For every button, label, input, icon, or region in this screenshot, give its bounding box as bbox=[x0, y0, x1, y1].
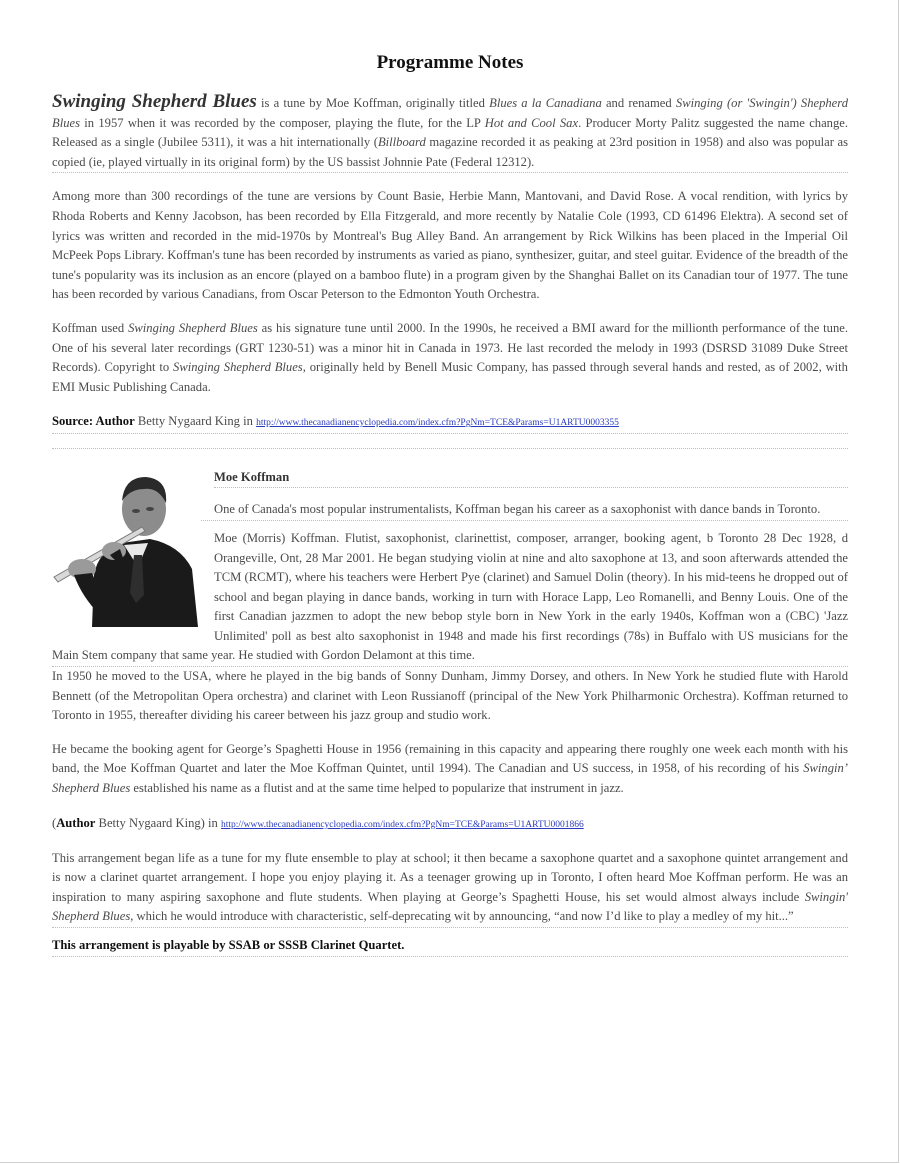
playable-note: This arrangement is playable by SSAB or SSSB Clarinet Quartet. bbox=[52, 936, 848, 957]
intro-paragraph: Swinging Shepherd Blues is a tune by Moe Koffman, originally titled Blues a la Canadiana and renamed Swinging (or 'Swingin') Shepherd Blues in 1957 when it was recorded by the composer, playing the flute, for the LP Hot and Cool Sax. Producer Morty Palitz suggested the name change. Released as a single (Jubilee 5311), it was a hit internationally (Billboard magazine recorded it as peaking at 23rd position in 1958) and also was popular as copied (ie, played virtually in its original form) by the US bassist Johnnie Pate (Federal 12312). bbox=[52, 92, 848, 173]
moe-koffman-photo bbox=[52, 465, 200, 627]
programme-notes-page bbox=[52, 52, 848, 957]
bio-source-link[interactable]: http://www.thecanadianencyclopedia.com/index.cfm?PgNm=TCE&Params=U1ARTU0001866 bbox=[220, 819, 584, 830]
bio-source-citation: (Author Betty Nygaard King) in http://www.thecanadianencyclopedia.com/index.cfm?PgNm=TCE&Params=U1ARTU0001866 bbox=[52, 815, 584, 830]
signature-tune-paragraph: Koffman used Swinging Shepherd Blues as his signature tune until 2000. In the 1990s, he received a BMI award for the millionth performance of the tune. One of his several later recordings (GRT 1230-51) was a minor hit in Canada in 1973. He last recorded the melody in 1993 (DSRSD 31089 Duke Street Records). Copyright to Swinging Shepherd Blues, originally held by Benell Music Company, has passed through several hands and rested, as of 2002, with EMI Music Publishing Canada. bbox=[52, 320, 849, 394]
bio-name: Moe Koffman bbox=[214, 470, 290, 485]
section-divider bbox=[52, 434, 848, 449]
bio-section bbox=[52, 467, 848, 798]
recordings-paragraph: Among more than 300 recordings of the tune are versions by Count Basie, Herbie Mann, Mantovani, and David Rose. A vocal rendition, with lyrics by Rhoda Roberts and Kenny Jacobson, has been recorded by Ella Fitzgerald, and more recently by Natalie Cole (1993, CD 61496 Elektra). A second set of lyrics was written and recorded in the mid-1970s by Montreal's Bug Alley Band. An arrangement by Rick Wilkins has been placed in the Imperial Oil McPeek Pops Library. Koffman's tune has been recorded by instruments as varied as piano, synthesizer, guitar, and steel guitar. Evidence of the breadth of the tune's popularity was its inclusion as an encore (played on a bamboo flute) in a program given by the Shanghai Ballet on its Canadian tour of 1977. The tune has been recorded by various Canadians, from Oscar Peterson to the Edmonton Youth Orchestra. bbox=[52, 189, 848, 302]
source-citation: Source: Author Betty Nygaard King in http://www.thecanadianencyclopedia.com/index.cfm?PgNm=TCE&Params=U1ARTU0003355 bbox=[52, 411, 848, 434]
source-link[interactable]: http://www.thecanadianencyclopedia.com/index.cfm?PgNm=TCE&Params=U1ARTU0003355 bbox=[256, 418, 619, 429]
bio-paragraph-2: In 1950 he moved to the USA, where he played in the big bands of Sonny Dunham, Jimmy Dorsey, and others. In New York he studied flute with Harold Bennett (of the Metropolitan Opera orchestra) and clarinet with Leon Russianoff (principal of the New York Philharmonic Orchestra). Koffman returned to Toronto in 1955, thereafter dividing his career between his jazz group and studio work. bbox=[52, 669, 848, 723]
tune-title: Swinging Shepherd Blues bbox=[52, 91, 257, 112]
page-title: Programme Notes bbox=[376, 52, 524, 73]
arrangement-paragraph: This arrangement began life as a tune for my flute ensemble to play at school; it then became a saxophone quartet and a saxophone quintet arrangement and is now a clarinet quartet arrangement. I hope you enjoy playing it. As a teenager growing up in Toronto, I often heard Moe Koffman perform. He was an inspiration to many aspiring saxophone and flute students. When playing at George’s Spaghetti House, his set would almost always include Swingin' Shepherd Blues, which he would introduce with characteristic, self-deprecating wit by announcing, “and now I’d like to play a medley of my hit...” bbox=[52, 849, 848, 928]
bio-paragraph-1: Moe (Morris) Koffman. Flutist, saxophonist, clarinettist, composer, arranger, booking agent, b Toronto 28 Dec 1928, d Orangeville, Ont, 28 Mar 2001. He began studying violin at nine and alto saxophone at 13, and soon afterwards attended the TCM (RCMT), where his teachers were Herbert Pye (clarinet) and Samuel Dolin (theory). In his mid-teens he dropped out of school and began playing in dance bands, working in turn with Horace Lapp, Leo Romanelli, and Benny Louis. One of the first Canadian jazzmen to adopt the new bebop style born in New York in the early 1940s, Koffman won a (CBC) 'Jazz Unlimited' poll as best alto saxophonist in 1948 and made his first recordings (78s) in Buffalo with US musicians for the Main Stem company that same year. He studied with Gordon Delamont at this time. bbox=[52, 529, 848, 667]
bio-tagline: One of Canada's most popular instrumentalists, Koffman began his career as a saxophonist with dance bands in Toronto. bbox=[52, 500, 848, 521]
bio-paragraph-3: He became the booking agent for George’s Spaghetti House in 1956 (remaining in this capacity and appearing there roughly one week each month with his band, the Moe Koffman Quartet and later the Moe Koffman Quintet, until 1994). The Canadian and US success, in 1958, of his recording of his Swingin’ Shepherd Blues established his name as a flutist and at the same time helped to popularize that instrument in jazz. bbox=[52, 741, 848, 796]
